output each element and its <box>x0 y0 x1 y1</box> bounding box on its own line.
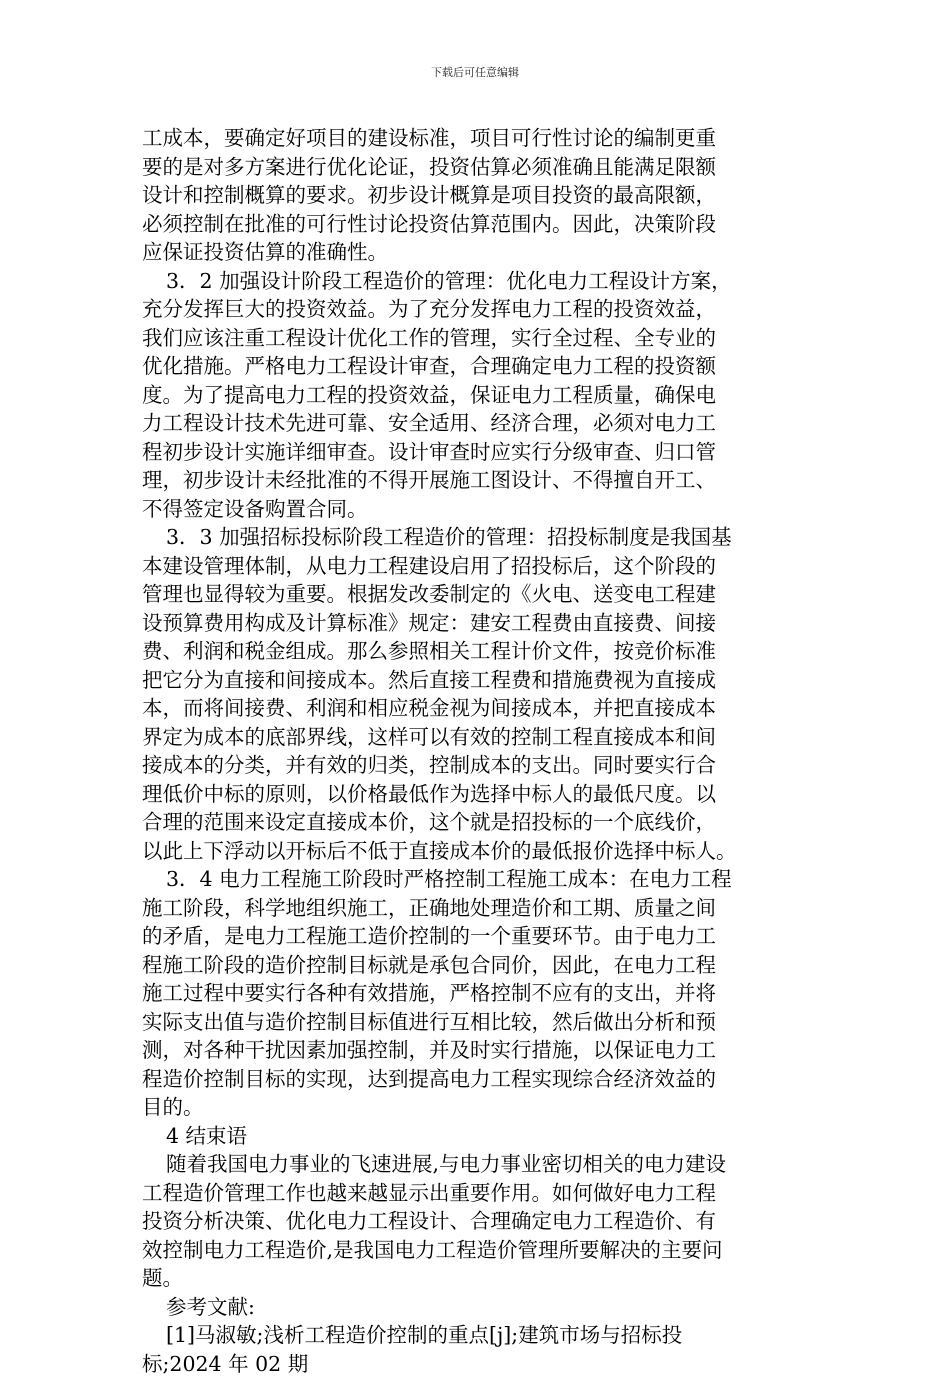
text-line: 以此上下浮动以开标后不低于直接成本价的最低报价选择中标人。 <box>142 837 802 866</box>
text-line: 界定为成本的底部界线，这样可以有效的控制工程直接成本和间 <box>142 723 802 752</box>
text-line: 我们应该注重工程设计优化工作的管理，实行全过程、全专业的 <box>142 324 802 353</box>
text-line: 标;2024 年 02 期 <box>142 1350 802 1378</box>
text-line: 工程造价管理工作也越来越显示出重要作用。如何做好电力工程 <box>142 1179 802 1208</box>
text-line: 3．4 电力工程施工阶段时严格控制工程施工成本：在电力工程 <box>142 865 802 894</box>
text-line: 合理的范围来设定直接成本价，这个就是招投标的一个底线价， <box>142 808 802 837</box>
text-line: 本建设管理体制，从电力工程建设启用了招投标后，这个阶段的 <box>142 552 802 581</box>
text-line: 本，而将间接费、利润和相应税金视为间接成本，并把直接成本 <box>142 694 802 723</box>
text-line: 测，对各种干扰因素加强控制，并及时实行措施，以保证电力工 <box>142 1036 802 1065</box>
text-line: 的矛盾，是电力工程施工造价控制的一个重要环节。由于电力工 <box>142 922 802 951</box>
text-line: 不得签定设备购置合同。 <box>142 495 802 524</box>
text-line: 3．2 加强设计阶段工程造价的管理：优化电力工程设计方案， <box>142 267 802 296</box>
text-line: 4 结束语 <box>142 1122 802 1151</box>
text-line: 施工过程中要实行各种有效措施，严格控制不应有的支出，并将 <box>142 979 802 1008</box>
text-line: 程造价控制目标的实现，达到提高电力工程实现综合经济效益的 <box>142 1065 802 1094</box>
text-line: 费、利润和税金组成。那么参照相关工程计价文件，按竞价标准 <box>142 637 802 666</box>
text-line: 把它分为直接和间接成本。然后直接工程费和措施费视为直接成 <box>142 666 802 695</box>
text-line: 优化措施。严格电力工程设计审查，合理确定电力工程的投资额 <box>142 352 802 381</box>
text-line: 3．3 加强招标投标阶段工程造价的管理：招投标制度是我国基 <box>142 523 802 552</box>
text-line: 实际支出值与造价控制目标值进行互相比较，然后做出分析和预 <box>142 1008 802 1037</box>
text-line: 工成本，要确定好项目的建设标准，项目可行性讨论的编制更重 <box>142 124 802 153</box>
page-header: 下载后可任意编辑 <box>0 66 950 80</box>
text-line: 要的是对多方案进行优化论证，投资估算必须准确且能满足限额 <box>142 153 802 182</box>
text-line: 接成本的分类，并有效的归类，控制成本的支出。同时要实行合 <box>142 751 802 780</box>
text-line: 目的。 <box>142 1093 802 1122</box>
text-line: 管理也显得较为重要。根据发改委制定的《火电、送变电工程建 <box>142 580 802 609</box>
text-line: 理，初步设计未经批准的不得开展施工图设计、不得擅自开工、 <box>142 466 802 495</box>
text-line: 随着我国电力事业的飞速进展,与电力事业密切相关的电力建设 <box>142 1150 802 1179</box>
text-line: 程初步设计实施详细审查。设计审查时应实行分级审查、归口管 <box>142 438 802 467</box>
text-line: 应保证投资估算的准确性。 <box>142 238 802 267</box>
document-body <box>142 124 802 1378</box>
text-line: 理低价中标的原则，以价格最低作为选择中标人的最低尺度。以 <box>142 780 802 809</box>
text-line: 效控制电力工程造价,是我国电力工程造价管理所要解决的主要问 <box>142 1236 802 1265</box>
text-line: 充分发挥巨大的投资效益。为了充分发挥电力工程的投资效益， <box>142 295 802 324</box>
text-line: 参考文献: <box>142 1293 802 1322</box>
text-line: 设预算费用构成及计算标准》规定：建安工程费由直接费、间接 <box>142 609 802 638</box>
text-line: 施工阶段，科学地组织施工，正确地处理造价和工期、质量之间 <box>142 894 802 923</box>
text-line: 度。为了提高电力工程的投资效益，保证电力工程质量，确保电 <box>142 381 802 410</box>
text-line: 题。 <box>142 1264 802 1293</box>
text-line: [1]马淑敏;浅析工程造价控制的重点[j];建筑市场与招标投 <box>142 1321 802 1350</box>
text-line: 设计和控制概算的要求。初步设计概算是项目投资的最高限额， <box>142 181 802 210</box>
text-line: 必须控制在批准的可行性讨论投资估算范围内。因此，决策阶段 <box>142 210 802 239</box>
text-line: 力工程设计技术先进可靠、安全适用、经济合理，必须对电力工 <box>142 409 802 438</box>
text-line: 程施工阶段的造价控制目标就是承包合同价，因此，在电力工程 <box>142 951 802 980</box>
text-line: 投资分析决策、优化电力工程设计、合理确定电力工程造价、有 <box>142 1207 802 1236</box>
